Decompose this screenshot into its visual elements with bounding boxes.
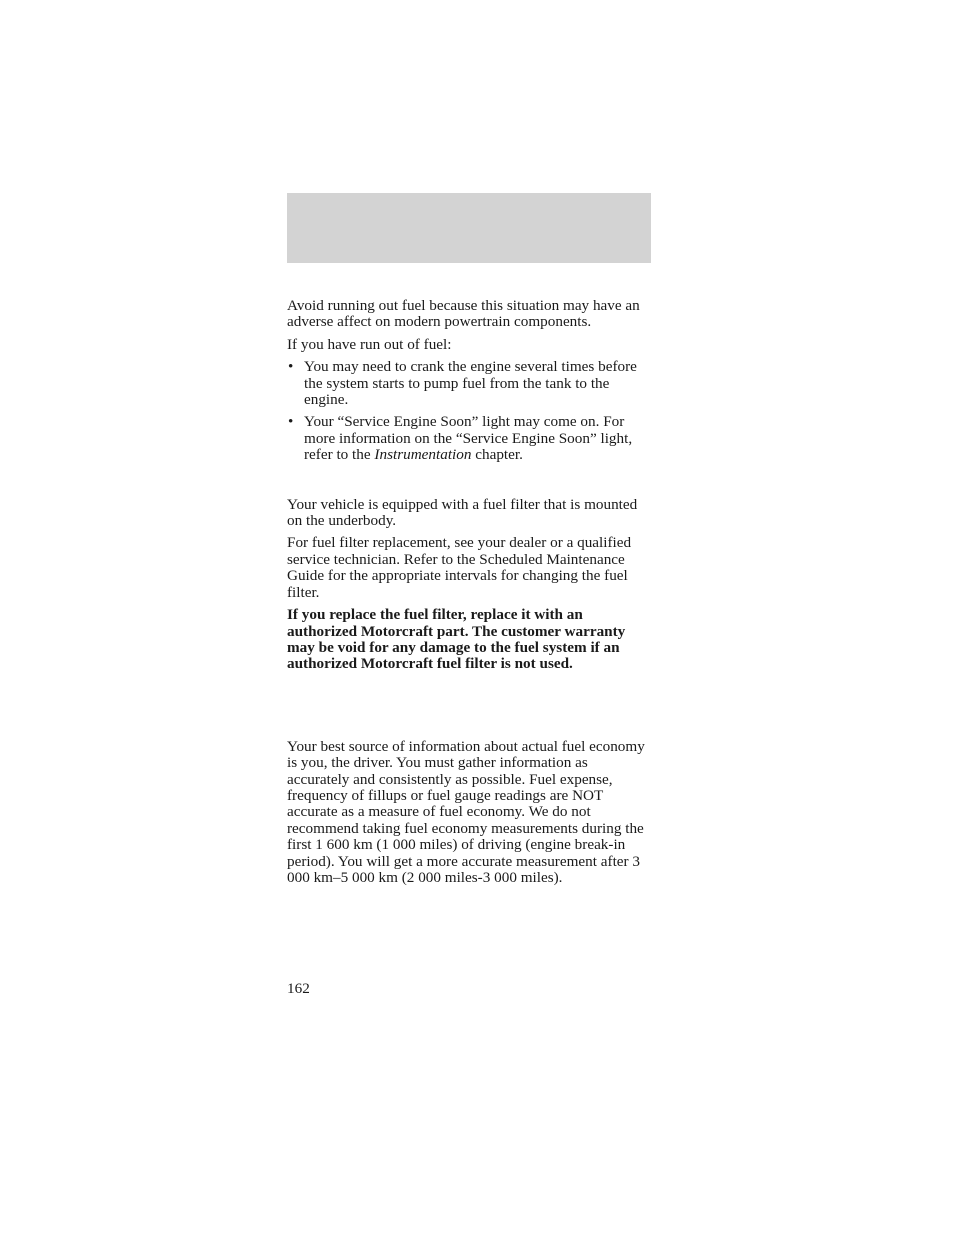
running-out-of-fuel-intro: Avoid running out fuel because this situation may have an adverse affect on modern powertrain components.	[287, 297, 640, 331]
bullet-icon: •	[288, 358, 294, 376]
section-spacer	[287, 470, 653, 497]
chapter-reference: Instrumentation	[374, 446, 472, 464]
list-item-text-suffix: chapter.	[471, 446, 523, 464]
list-item-text: You may need to crank the engine several times before the system starts to pump fuel from the tank to the engine.	[304, 358, 637, 409]
bullet-icon: •	[288, 413, 294, 431]
section-header-band	[287, 193, 651, 263]
fuel-filter-paragraph-2: For fuel filter replacement, see your dealer or a qualified service technician. Refer to the Scheduled Maintenance Guide for the appropriate intervals for changing the fuel filter.	[287, 534, 632, 601]
page-number: 162	[287, 980, 310, 997]
running-out-of-fuel-list	[287, 359, 653, 463]
section-spacer	[287, 679, 653, 739]
fuel-filter-paragraph-1: Your vehicle is equipped with a fuel filter that is mounted on the underbody.	[287, 495, 638, 530]
fuel-filter-warning: If you replace the fuel filter, replace it with an authorized Motorcraft part. The customer warranty may be void for any damage to the fuel system if an authorized Motorcraft fuel filter is not used.	[287, 606, 626, 673]
list-item	[287, 414, 653, 463]
running-out-of-fuel-lead: If you have run out of fuel:	[287, 335, 452, 353]
list-item	[287, 359, 653, 408]
list-item-text-prefix: Your “Service Engine Soon” light may come on. For more information on the “Service Engine Soon” light, refer to the	[304, 413, 633, 464]
page-content	[287, 298, 653, 892]
fuel-economy-paragraph: Your best source of information about actual fuel economy is you, the driver. You must gather information as accurately and consistently as possible. Fuel expense, frequency of fillups or fuel gauge readings are NOT accurate as a measure of fuel economy. We do not recommend taking fuel economy measurements during the first 1 600 km (1 000 miles) of driving (engine break-in period). You will get a more accurate measurement after 3 000 km–5 000 km (2 000 miles-3 000 miles).	[287, 737, 645, 886]
